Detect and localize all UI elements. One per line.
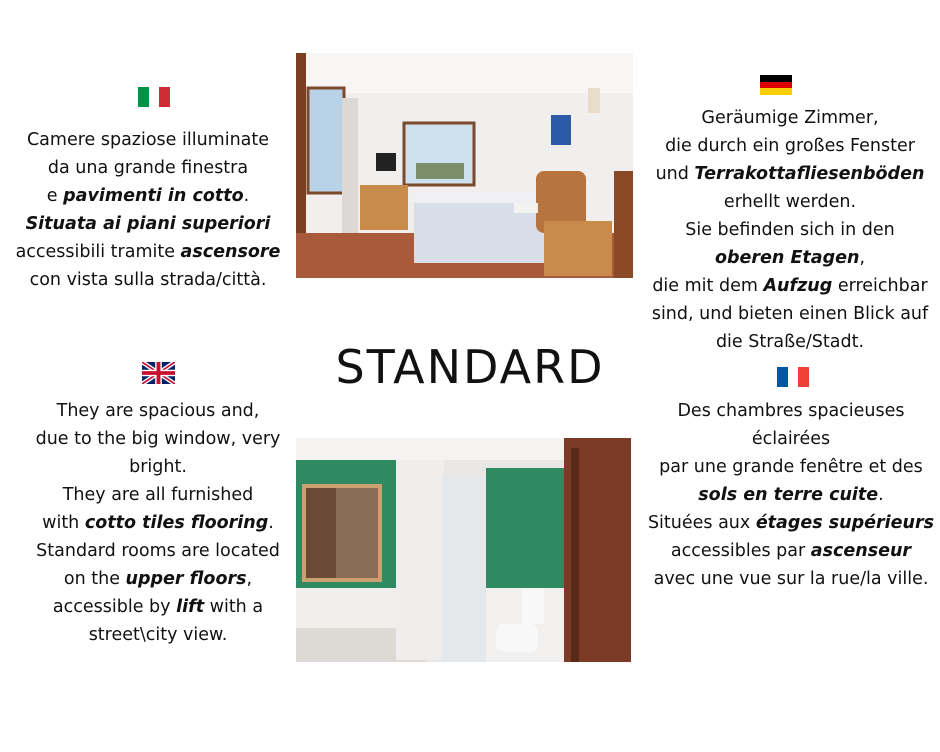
plain-text: avec une vue sur la rue/la ville.: [653, 569, 929, 589]
emphasis-text: pavimenti in cotto: [63, 186, 244, 206]
emphasis-text: Aufzug: [763, 276, 833, 296]
plain-text: accessibili tramite: [15, 242, 181, 262]
text-line: [642, 425, 940, 453]
text-line: [8, 126, 288, 154]
text-line: [640, 188, 940, 216]
flag-uk-icon: [142, 362, 175, 384]
italian-description: [8, 126, 288, 294]
text-line: [8, 210, 288, 238]
text-line: [8, 425, 308, 453]
text-line: [8, 621, 308, 649]
plain-text: with a: [204, 597, 264, 617]
plain-text: erreichbar: [832, 276, 928, 296]
plain-text: due to the big window, very: [35, 429, 281, 449]
plain-text: par une grande fenêtre et des: [659, 457, 923, 477]
text-line: [8, 593, 308, 621]
plain-text: Geräumige Zimmer,: [701, 108, 879, 128]
plain-text: e: [46, 186, 64, 206]
plain-text: .: [878, 485, 884, 505]
text-line: [640, 216, 940, 244]
text-line: [642, 537, 940, 565]
plain-text: They are spacious and,: [56, 401, 260, 421]
text-line: [640, 244, 940, 272]
emphasis-text: oberen Etagen: [714, 248, 860, 268]
text-line: [8, 537, 308, 565]
plain-text: accessible by: [52, 597, 177, 617]
text-line: [640, 104, 940, 132]
bedroom-photo: [296, 53, 633, 278]
german-description: [640, 104, 940, 356]
plain-text: erhellt werden.: [723, 192, 857, 212]
english-description: [8, 397, 308, 649]
plain-text: accessibles par: [670, 541, 811, 561]
plain-text: sind, und bieten einen Blick auf: [651, 304, 929, 324]
plain-text: die mit dem: [652, 276, 764, 296]
emphasis-text: sols en terre cuite: [698, 485, 879, 505]
text-line: [640, 160, 940, 188]
plain-text: die durch ein großes Fenster: [665, 136, 915, 156]
plain-text: Sie befinden sich in den: [685, 220, 895, 240]
plain-text: .: [268, 513, 274, 533]
plain-text: They are all furnished: [62, 485, 254, 505]
flag-france-icon: [777, 367, 809, 387]
text-line: [642, 397, 940, 425]
plain-text: .: [243, 186, 250, 206]
text-line: [642, 565, 940, 593]
plain-text: die Straße/Stadt.: [715, 332, 865, 352]
emphasis-text: ascensore: [180, 242, 281, 262]
plain-text: Situées aux: [647, 513, 756, 533]
text-line: [8, 182, 288, 210]
flag-germany-icon: [760, 75, 792, 95]
text-line: [8, 453, 308, 481]
plain-text: Camere spaziose illuminate: [26, 130, 270, 150]
text-line: [8, 397, 308, 425]
emphasis-text: ascenseur: [810, 541, 912, 561]
text-line: [8, 509, 308, 537]
french-description: [642, 397, 940, 593]
page-title: STANDARD: [335, 340, 605, 394]
flag-italy-icon: [138, 87, 170, 107]
plain-text: ,: [859, 248, 866, 268]
bathroom-photo: [296, 438, 631, 662]
emphasis-text: lift: [176, 597, 205, 617]
plain-text: Des chambres spacieuses: [677, 401, 905, 421]
plain-text: ,: [246, 569, 253, 589]
text-line: [642, 481, 940, 509]
plain-text: street\city view.: [88, 625, 228, 645]
text-line: [640, 328, 940, 356]
emphasis-text: cotto tiles flooring: [84, 513, 269, 533]
plain-text: da una grande finestra: [47, 158, 249, 178]
plain-text: with: [42, 513, 85, 533]
text-line: [640, 272, 940, 300]
plain-text: éclairées: [751, 429, 831, 449]
plain-text: und: [655, 164, 695, 184]
emphasis-text: étages supérieurs: [755, 513, 935, 533]
emphasis-text: Situata ai piani superiori: [25, 214, 271, 234]
plain-text: con vista sulla strada/città.: [29, 270, 267, 290]
text-line: [8, 238, 288, 266]
plain-text: bright.: [129, 457, 187, 477]
text-line: [640, 300, 940, 328]
text-line: [8, 565, 308, 593]
text-line: [642, 453, 940, 481]
text-line: [642, 509, 940, 537]
text-line: [8, 481, 308, 509]
plain-text: Standard rooms are located: [36, 541, 280, 561]
text-line: [8, 266, 288, 294]
plain-text: on the: [63, 569, 126, 589]
emphasis-text: upper floors: [125, 569, 247, 589]
text-line: [640, 132, 940, 160]
emphasis-text: Terrakottafliesenböden: [694, 164, 925, 184]
text-line: [8, 154, 288, 182]
